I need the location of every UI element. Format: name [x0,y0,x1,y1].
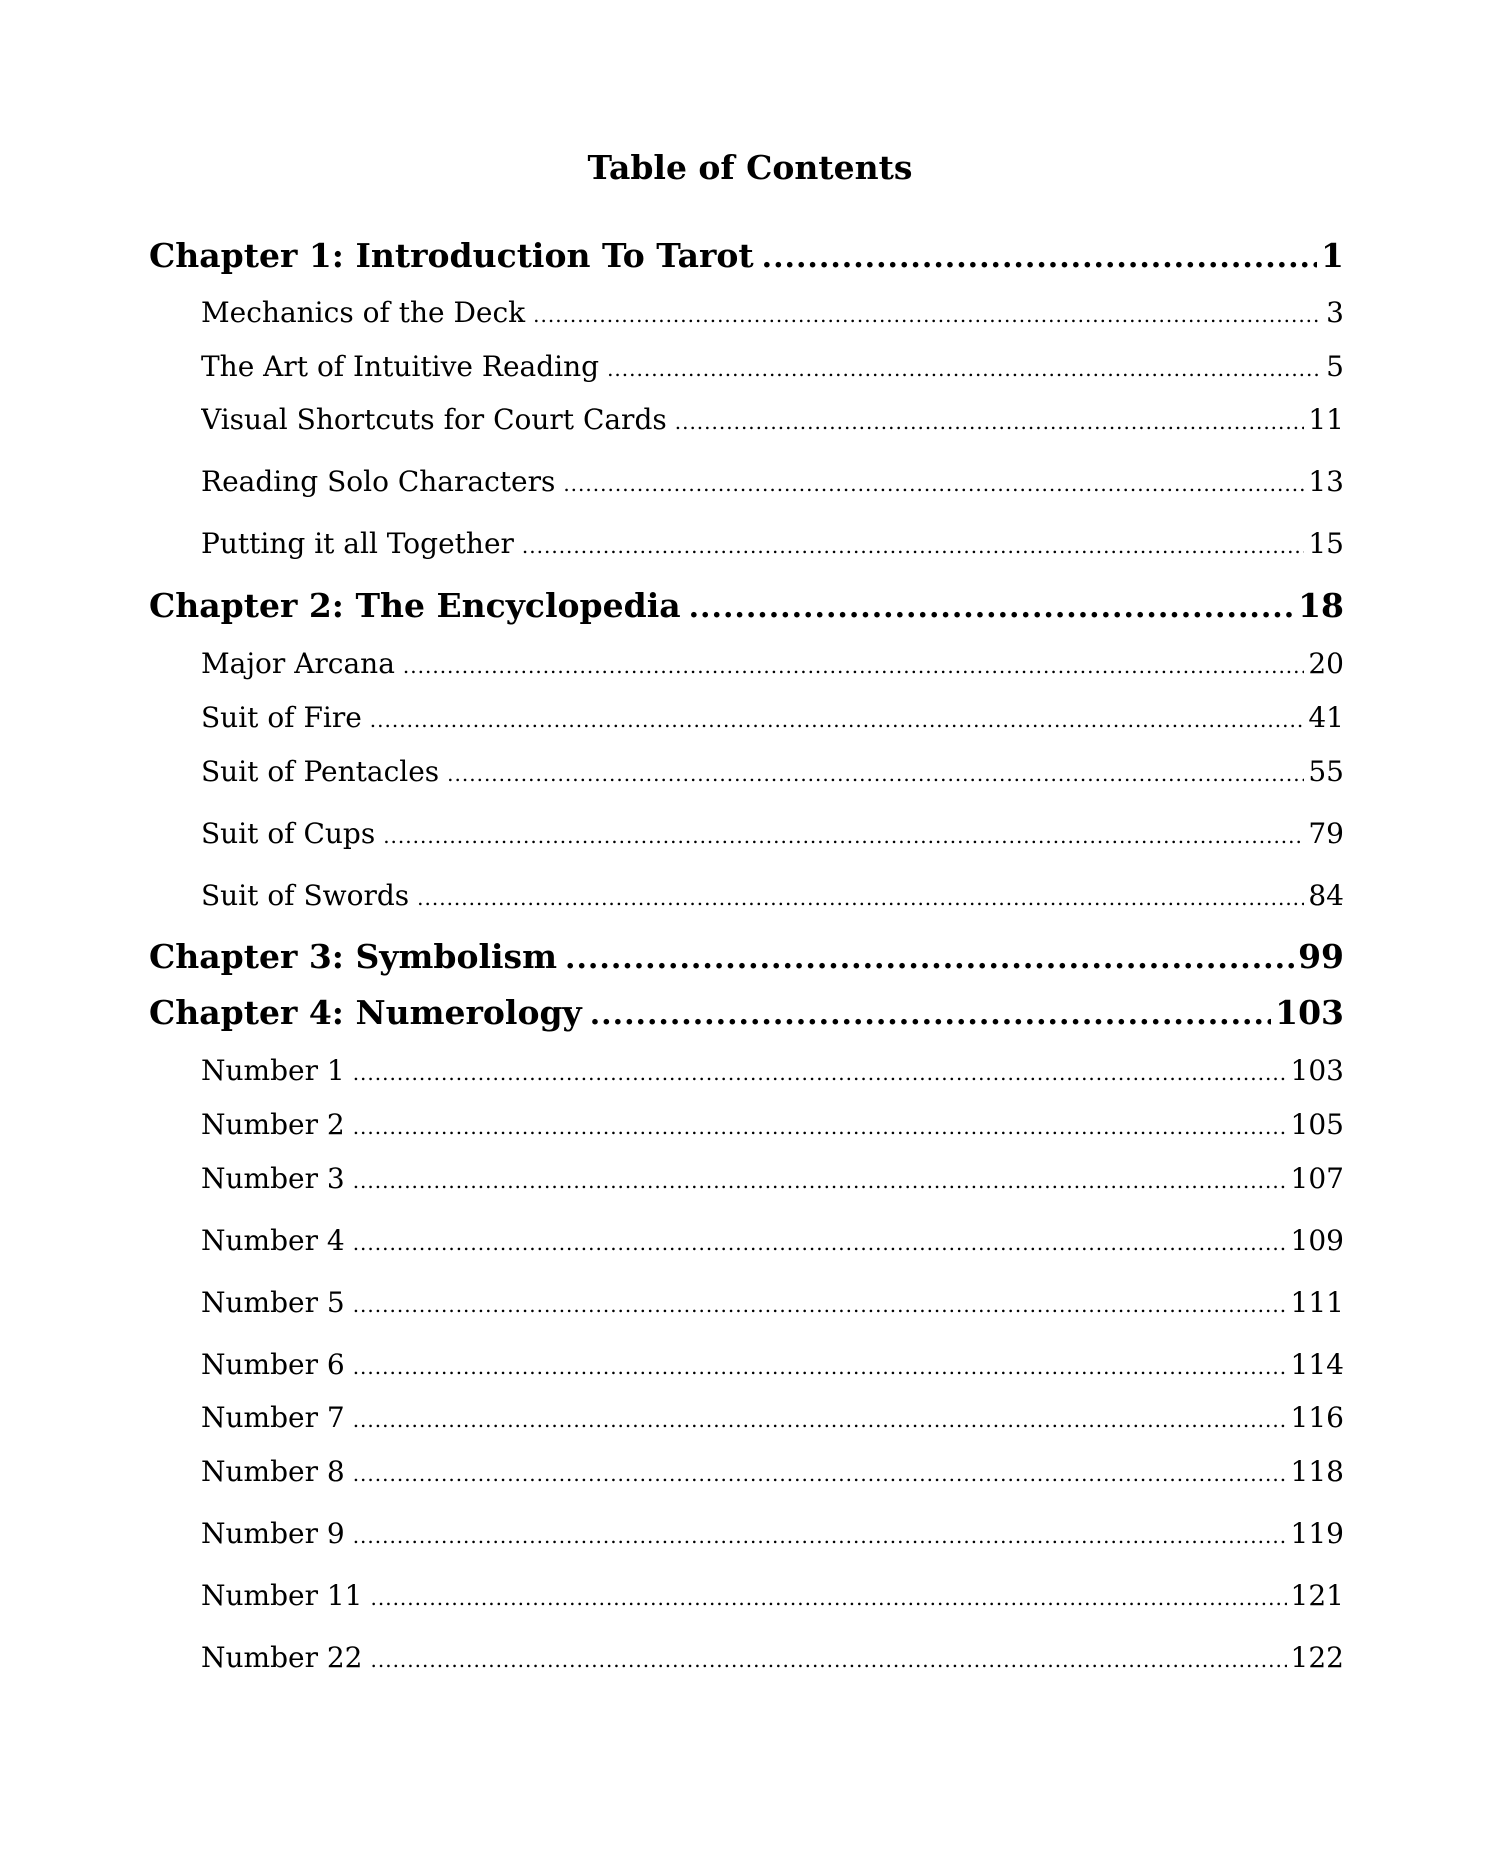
toc-page-number: 111 [1290,1286,1344,1319]
toc-page-number: 20 [1308,647,1344,680]
toc-entry-label: Chapter 4: Numerology [149,993,582,1032]
toc-entry-label: Number 22 [201,1641,363,1674]
toc-page-number: 107 [1290,1162,1344,1195]
dot-leader [353,1162,1287,1200]
toc-page-number: 3 [1326,296,1344,329]
toc-entry-label: Chapter 1: Introduction To Tarot [149,236,754,275]
dot-leader [563,465,1304,503]
toc-page-number: 119 [1290,1517,1344,1550]
dot-leader [371,1641,1287,1679]
toc-page-number: 116 [1290,1401,1344,1434]
dot-leader [353,1455,1287,1493]
toc-entry-label: Number 7 [201,1401,345,1434]
toc-entry-label: Number 1 [201,1054,345,1087]
toc-page-number: 121 [1290,1579,1344,1612]
toc-section-entry[interactable] [201,401,1344,441]
toc-entry-label: Number 5 [201,1286,345,1319]
dot-leader [607,350,1322,388]
toc-section-entry[interactable] [201,1577,1344,1617]
toc-section-entry[interactable] [201,1346,1344,1386]
toc-entry-label: Putting it all Together [201,527,514,560]
toc-entry-label: Number 3 [201,1162,345,1195]
dot-leader [590,993,1271,1037]
toc-entry-label: Suit of Pentacles [201,755,440,788]
toc-section-entry[interactable] [201,463,1344,503]
toc-page-number: 109 [1290,1224,1344,1257]
dot-leader [533,296,1322,334]
toc-page-number: 41 [1308,701,1344,734]
toc-entry-label: Number 11 [201,1579,363,1612]
toc-entry-label: Number 2 [201,1108,345,1141]
dot-leader [522,527,1304,565]
toc-page-number: 15 [1308,527,1344,560]
toc-page-number: 13 [1308,465,1344,498]
toc-chapter-entry[interactable] [149,991,1344,1037]
dot-leader [353,1517,1287,1555]
toc-entry-label: Visual Shortcuts for Court Cards [201,403,667,436]
toc-section-entry[interactable] [201,1222,1344,1262]
dot-leader [353,1054,1287,1092]
toc-section-entry[interactable] [201,699,1344,739]
toc-section-entry[interactable] [201,1160,1344,1200]
toc-entry-label: Reading Solo Characters [201,465,556,498]
dot-leader [353,1108,1287,1146]
toc-chapter-entry[interactable] [149,234,1344,280]
toc-section-entry[interactable] [201,525,1344,565]
toc-entry-label: Suit of Fire [201,701,362,734]
toc-page-number: 55 [1308,755,1344,788]
toc-chapter-entry[interactable] [149,935,1344,981]
toc-page-number: 5 [1326,350,1344,383]
dot-leader [353,1348,1287,1386]
toc-page-number: 11 [1308,403,1344,436]
toc-section-entry[interactable] [201,1453,1344,1493]
toc-section-entry[interactable] [201,1399,1344,1439]
toc-page-number: 122 [1290,1641,1344,1674]
toc-entry-label: Chapter 2: The Encyclopedia [149,586,681,625]
toc-section-entry[interactable] [201,753,1344,793]
dot-leader [675,403,1305,441]
toc-section-entry[interactable] [201,815,1344,855]
dot-leader [353,1286,1287,1324]
dot-leader [383,817,1304,855]
toc-entry-label: Number 6 [201,1348,345,1381]
toc-entry-label: Mechanics of the Deck [201,296,526,329]
dot-leader [447,755,1304,793]
toc-section-entry[interactable] [201,1052,1344,1092]
toc-section-entry[interactable] [201,348,1344,388]
toc-page-number: 114 [1290,1348,1344,1381]
page-title: Table of Contents [587,148,913,187]
toc-chapter-entry[interactable] [149,584,1344,630]
dot-leader [417,879,1304,917]
toc-section-entry[interactable] [201,1515,1344,1555]
toc-entry-label: The Art of Intuitive Reading [201,350,600,383]
toc-entry-label: Major Arcana [201,647,395,680]
toc-page-number: 103 [1275,993,1344,1032]
toc-entry-label: Suit of Swords [201,879,410,912]
toc-section-entry[interactable] [201,1284,1344,1324]
dot-leader [689,586,1294,630]
toc-section-entry[interactable] [201,877,1344,917]
toc-page-number: 79 [1308,817,1344,850]
toc-entry-label: Number 9 [201,1517,345,1550]
toc-page-number: 84 [1308,879,1344,912]
dot-leader [371,1579,1287,1617]
dot-leader [370,701,1305,739]
toc-page-number: 105 [1290,1108,1344,1141]
dot-leader [403,647,1304,685]
toc-entry-label: Chapter 3: Symbolism [149,937,558,976]
dot-leader [565,937,1294,981]
toc-page-number: 103 [1290,1054,1344,1087]
toc-entry-label: Number 4 [201,1224,345,1257]
toc-entry-label: Suit of Cups [201,817,376,850]
dot-leader [353,1224,1287,1262]
toc-page-number: 1 [1321,236,1344,275]
toc-section-entry[interactable] [201,294,1344,334]
toc-page-number: 99 [1298,937,1344,976]
dot-leader [353,1401,1287,1439]
toc-entry-label: Number 8 [201,1455,345,1488]
toc-section-entry[interactable] [201,1106,1344,1146]
toc-page-number: 18 [1298,586,1344,625]
dot-leader [762,236,1317,280]
toc-section-entry[interactable] [201,1639,1344,1679]
toc-page-number: 118 [1290,1455,1344,1488]
toc-section-entry[interactable] [201,645,1344,685]
